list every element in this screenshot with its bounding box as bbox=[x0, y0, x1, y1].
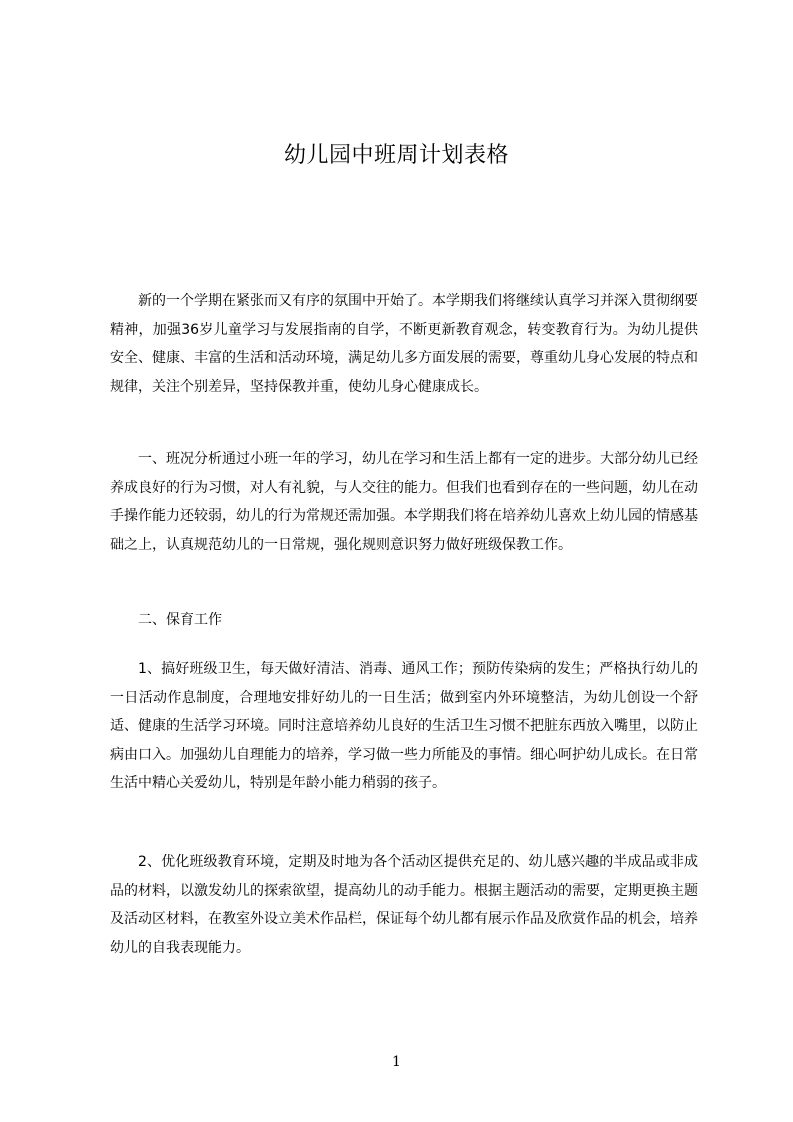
care-work-heading: 二、保育工作 bbox=[138, 612, 222, 628]
document-title: 幼儿园中班周计划表格 bbox=[283, 143, 509, 168]
class-analysis-paragraph: 一、班况分析通过小班一年的学习，幼儿在学习和生活上都有一定的进步。大部分幼儿已经养成良好的行为习惯，对人有礼貌，与人交往的能力。但我们也看到存在的一些问题，幼儿在动手操作能力还较弱，幼儿的行为常规还需加强。本学期我们将在培养幼儿喜欢上幼儿园的情感基础之上，认真规范幼儿的一日常规，强化规则意识努力做好班级保教工作。 bbox=[110, 451, 698, 553]
intro-paragraph: 新的一个学期在紧张而又有序的氛围中开始了。本学期我们将继续认真学习并深入贯彻纲要精神，加强36岁儿童学习与发展指南的自学，不断更新教育观念，转变教育行为。为幼儿提供安全、健康、丰富的生活和活动环境，满足幼儿多方面发展的需要，尊重幼儿身心发展的特点和规律，关注个别差异，坚持保教并重，使幼儿身心健康成长。 bbox=[110, 293, 698, 395]
care-work-item-1: 1、搞好班级卫生，每天做好清洁、消毒、通风工作；预防传染病的发生；严格执行幼儿的一日活动作息制度，合理地安排好幼儿的一日生活；做到室内外环境整洁，为幼儿创设一个舒适、健康的生活学习环境。同时注意培养幼儿良好的生活卫生习惯不把脏东西放入嘴里，以防止病由口入。加强幼儿自理能力的培养，学习做一些力所能及的事情。细心呵护幼儿成长。在日常生活中精心关爱幼儿，特别是年龄小能力稍弱的孩子。 bbox=[110, 661, 698, 791]
page-number: 1 bbox=[392, 1054, 401, 1070]
care-work-item-2: 2、优化班级教育环境，定期及时地为各个活动区提供充足的、幼儿感兴趣的半成品或非成品的材料，以激发幼儿的探索欲望，提高幼儿的动手能力。根据主题活动的需要，定期更换主题及活动区材料，在教室外设立美术作品栏，保证每个幼儿都有展示作品及欣赏作品的机会，培养幼儿的自我表现能力。 bbox=[110, 854, 698, 956]
